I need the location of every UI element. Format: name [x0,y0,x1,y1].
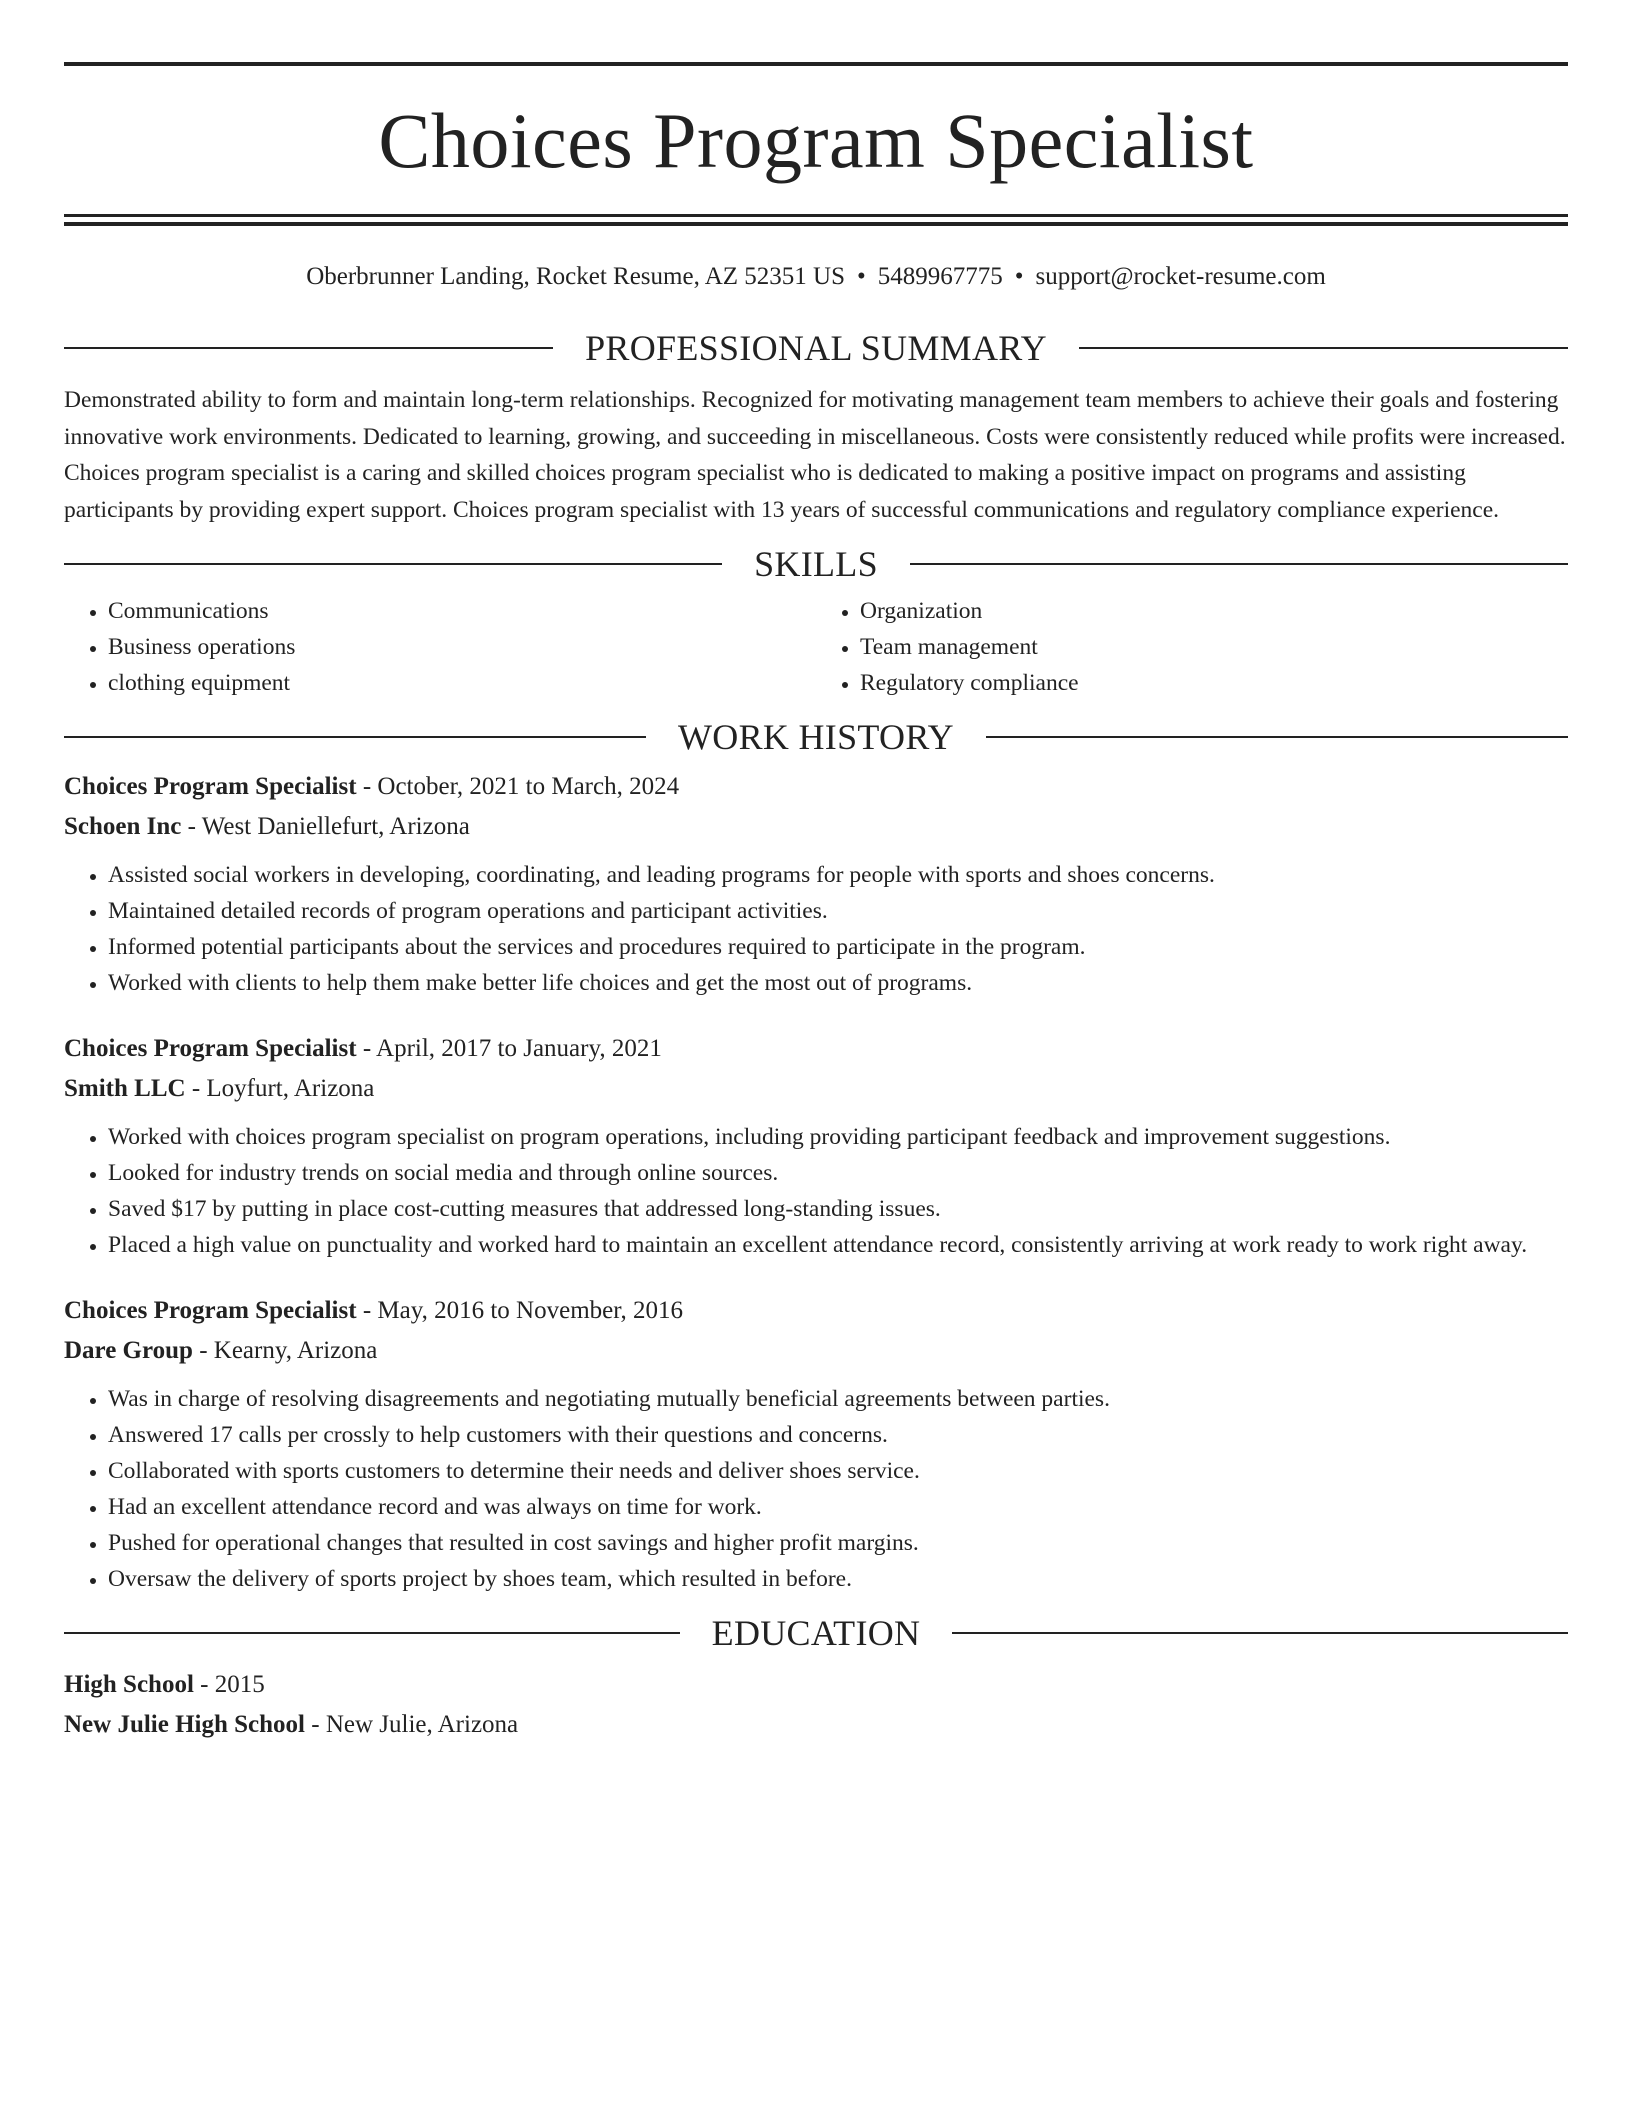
dash: - [193,1671,215,1698]
job-company: Dare Group [64,1337,193,1364]
skill-item: • clothing equipment [108,665,816,701]
job-bullet: • Informed potential participants about the services and procedures required to participate in the program. [108,929,1568,965]
dash: - [356,773,378,800]
dash: - [181,813,202,840]
education-degree: High School [64,1671,194,1698]
work-heading [64,719,1568,755]
job-company: Smith LLC [64,1075,186,1102]
job-bullet: • Worked with clients to help them make better life choices and get the most out of programs. [108,965,1568,1001]
dash: - [185,1075,207,1102]
education-heading [64,1615,1568,1651]
job-dates: October, 2021 to March, 2024 [377,773,680,800]
skills-list [64,593,1568,701]
job-bullets [64,1381,1568,1597]
job-company: Schoen Inc [64,813,182,840]
job-title: Choices Program Specialist [64,1297,357,1324]
resume-name: Choices Program Specialist [378,97,1254,184]
heading-rule-right [910,563,1568,565]
education-degree-line [64,1665,1568,1705]
job-dates: April, 2017 to January, 2021 [376,1035,662,1062]
summary-heading [64,330,1568,366]
dash: - [305,1711,326,1738]
job-entry [64,1291,1568,1597]
job-title: Choices Program Specialist [64,773,357,800]
job-bullet: • Looked for industry trends on social media and through online sources. [108,1155,1568,1191]
job-company-line [64,807,1568,847]
job-bullets [64,857,1568,1001]
resume-content [64,62,1568,1745]
dash: - [356,1297,378,1324]
skill-item: • Business operations [108,629,816,665]
heading-rule-right [986,736,1568,738]
job-entry [64,1029,1568,1263]
heading-rule-left [64,736,646,738]
job-location: Loyfurt, Arizona [206,1075,375,1102]
section-title: PROFESSIONAL SUMMARY [585,328,1047,368]
heading-rule-right [952,1632,1568,1634]
job-bullet: • Had an excellent attendance record and was always on time for work. [108,1489,1568,1525]
job-location: West Daniellefurt, Arizona [201,813,470,840]
contact-separator: • [856,263,866,290]
education-entry [64,1665,1568,1745]
skill-item: • Communications [108,593,816,629]
job-title: Choices Program Specialist [64,1035,357,1062]
education-location: New Julie, Arizona [325,1711,519,1738]
contact-address: Oberbrunner Landing, Rocket Resume, AZ 52351 US [306,263,845,290]
job-bullet: • Saved $17 by putting in place cost-cutting measures that addressed long-standing issues. [108,1191,1568,1227]
contact-separator: • [1014,263,1024,290]
skill-item: • Organization [860,593,1568,629]
job-dates: May, 2016 to November, 2016 [377,1297,684,1324]
job-bullet: • Answered 17 calls per crossly to help customers with their questions and concerns. [108,1417,1568,1453]
dash: - [356,1035,377,1062]
skills-column-right [816,593,1568,701]
section-title: SKILLS [754,544,878,584]
header-double-rule [64,214,1568,226]
contact-line [64,262,1568,292]
header-top-rule [64,62,1568,66]
job-entry [64,767,1568,1001]
job-bullet: • Assisted social workers in developing, coordinating, and leading programs for people with sports and shoes concerns. [108,857,1568,893]
job-company-line [64,1331,1568,1371]
section-title: EDUCATION [711,1613,921,1653]
dash: - [192,1337,214,1364]
heading-rule-left [64,563,722,565]
section-title: WORK HISTORY [678,717,954,757]
job-title-line [64,767,1568,807]
skills-heading [64,546,1568,582]
skills-column-left [64,593,816,701]
education-school-line [64,1705,1568,1745]
heading-rule-left [64,347,553,349]
job-bullet: • Was in charge of resolving disagreements and negotiating mutually beneficial agreements between parties. [108,1381,1568,1417]
heading-rule-left [64,1632,680,1634]
contact-email: support@rocket-resume.com [1035,263,1326,290]
skill-item: • Team management [860,629,1568,665]
summary-text: Demonstrated ability to form and maintain long-term relationships. Recognized for motivating management team members to achieve their goals and fostering innovative work environments. Dedicated to learning, growing, and succeeding in miscellaneous. Costs were consistently reduced while profits were increased. Choices program specialist is a caring and skilled choices program specialist who is dedicated to making a positive impact on programs and assisting participants by providing expert support. Choices program specialist with 13 years of successful communications and regulatory compliance experience. [64,387,1566,523]
job-bullet: • Worked with choices program specialist on program operations, including providing participant feedback and improvement suggestions. [108,1119,1568,1155]
heading-rule-right [1079,347,1568,349]
job-title-line [64,1291,1568,1331]
job-location: Kearny, Arizona [213,1337,378,1364]
job-bullet: • Pushed for operational changes that resulted in cost savings and higher profit margins. [108,1525,1568,1561]
job-bullet: • Collaborated with sports customers to determine their needs and deliver shoes service. [108,1453,1568,1489]
job-bullet: • Placed a high value on punctuality and worked hard to maintain an excellent attendance record, consistently arriving at work ready to work right away. [108,1227,1568,1263]
job-company-line [64,1069,1568,1109]
education-school: New Julie High School [64,1711,305,1738]
skill-item: • Regulatory compliance [860,665,1568,701]
job-bullet: • Oversaw the delivery of sports project by shoes team, which resulted in before. [108,1561,1568,1597]
job-title-line [64,1029,1568,1069]
education-year: 2015 [214,1671,265,1698]
contact-phone: 5489967775 [877,263,1003,290]
job-bullet: • Maintained detailed records of program operations and participant activities. [108,893,1568,929]
job-bullets [64,1119,1568,1263]
